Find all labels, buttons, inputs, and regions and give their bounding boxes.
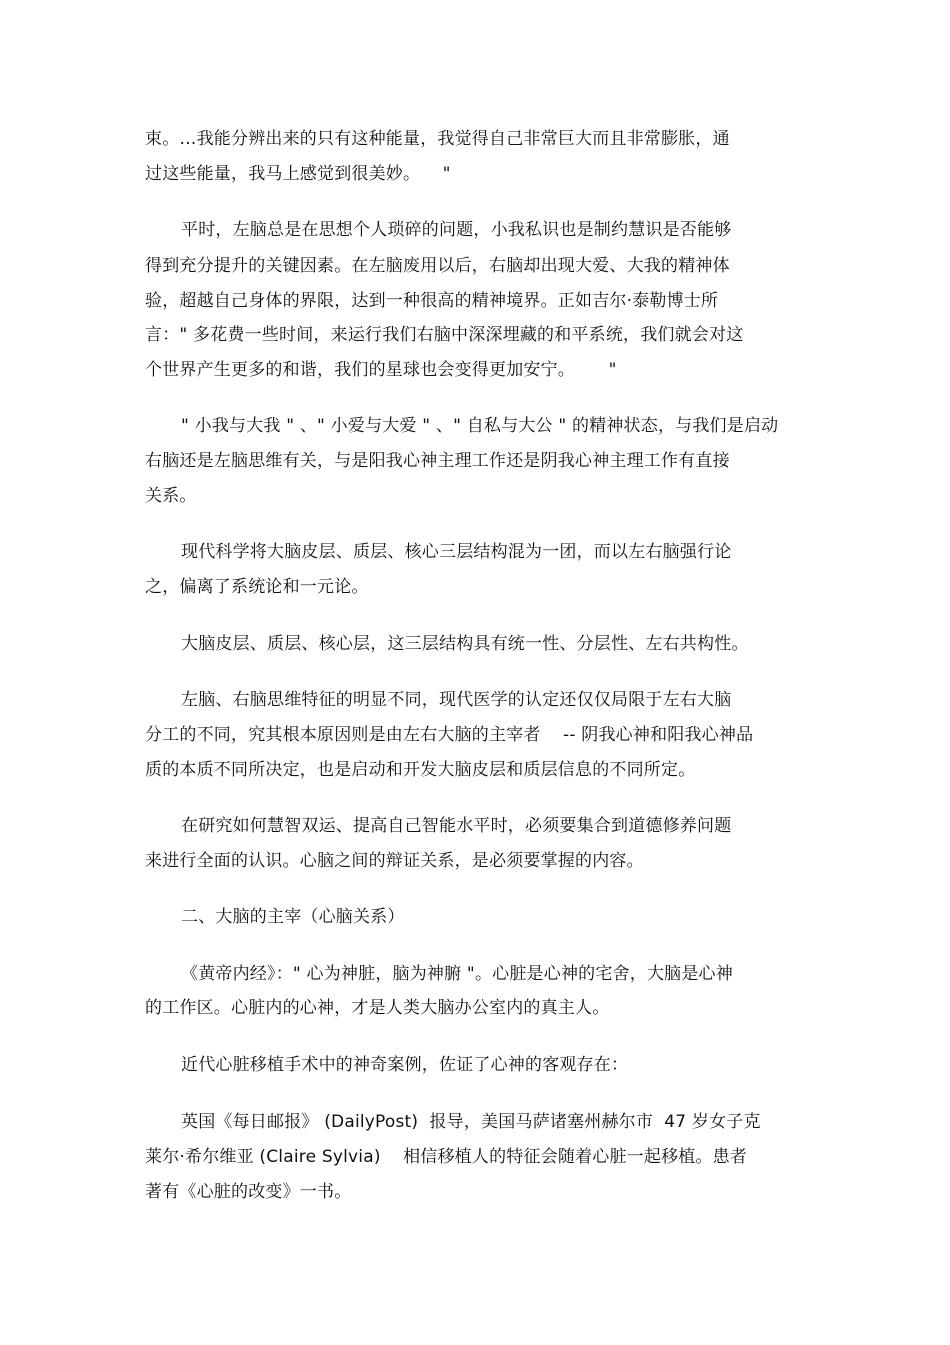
paragraph-1-line-1: 束。…我能分辨出来的只有这种能量，我觉得自己非常巨大而且非常膨胀，通 [145, 129, 730, 149]
paragraph-6-line-2: 分工的不同，究其根本原因则是由左右大脑的主宰者 -- 阴我心神和阳我心神品 [145, 725, 754, 745]
section-heading: 二、大脑的主宰（心脑关系） [181, 907, 405, 927]
paragraph-9-line-1: 《黄帝内经》：" 心为神脏，脑为神腑 "。心脏是心神的宅舍，大脑是心神 [181, 964, 733, 984]
paragraph-3-line-2: 右脑还是左脑思维有关，与是阳我心神主理工作还是阴我心神主理工作有直接 [145, 451, 730, 471]
paragraph-9-line-2: 的工作区。心脏内的心神，才是人类大脑办公室内的真主人。 [145, 998, 610, 1018]
paragraph-2-line-4: 言：" 多花费一些时间，来运行我们右脑中深深埋藏的和平系统，我们就会对这 [145, 325, 744, 345]
paragraph-3-line-1: " 小我与大我 " 、" 小爱与大爱 " 、" 自私与大公 " 的精神状态，与我们是启动 [181, 416, 779, 436]
paragraph-2-line-1: 平时，左脑总是在思想个人琐碎的问题，小我私识也是制约慧识是否能够 [181, 220, 732, 240]
paragraph-2-line-3: 验，超越自己身体的界限，达到一种很高的精神境界。正如吉尔·泰勒博士所 [145, 291, 719, 311]
paragraph-11-line-2: 莱尔·希尔维亚 (Claire Sylvia) 相信移植人的特征会随着心脏一起移植。患者 [145, 1147, 748, 1167]
paragraph-6-line-1: 左脑、右脑思维特征的明显不同，现代医学的认定还仅仅局限于左右大脑 [181, 690, 732, 710]
paragraph-10-line-1: 近代心脏移植手术中的神奇案例，佐证了心神的客观存在： [181, 1055, 629, 1075]
paragraph-7-line-2: 来进行全面的认识。心脑之间的辩证关系，是必须要掌握的内容。 [145, 851, 644, 871]
paragraph-5-line-1: 大脑皮层、质层、核心层，这三层结构具有统一性、分层性、左右共构性。 [181, 634, 749, 654]
paragraph-7-line-1: 在研究如何慧智双运、提高自己智能水平时，必须要集合到道德修养问题 [181, 816, 732, 836]
paragraph-11-line-3: 著有《心脏的改变》一书。 [145, 1182, 352, 1202]
paragraph-1-line-2: 过这些能量，我马上感觉到很美妙。 " [145, 164, 451, 184]
paragraph-2-line-5: 个世界产生更多的和谐，我们的星球也会变得更加安宁。 " [145, 360, 617, 380]
paragraph-4-line-1: 现代科学将大脑皮层、质层、核心三层结构混为一团，而以左右脑强行论 [181, 542, 732, 562]
paragraph-4-line-2: 之，偏离了系统论和一元论。 [145, 577, 369, 597]
paragraph-11-line-1: 英国《每日邮报》 (DailyPost) 报导，美国马萨诸塞州赫尔市 47 岁女子克 [181, 1112, 761, 1132]
paragraph-6-line-3: 质的本质不同所决定，也是启动和开发大脑皮层和质层信息的不同所定。 [145, 760, 696, 780]
paragraph-2-line-2: 得到充分提升的关键因素。在左脑废用以后，右脑却出现大爱、大我的精神体 [145, 256, 730, 276]
paragraph-3-line-3: 关系。 [145, 486, 197, 506]
